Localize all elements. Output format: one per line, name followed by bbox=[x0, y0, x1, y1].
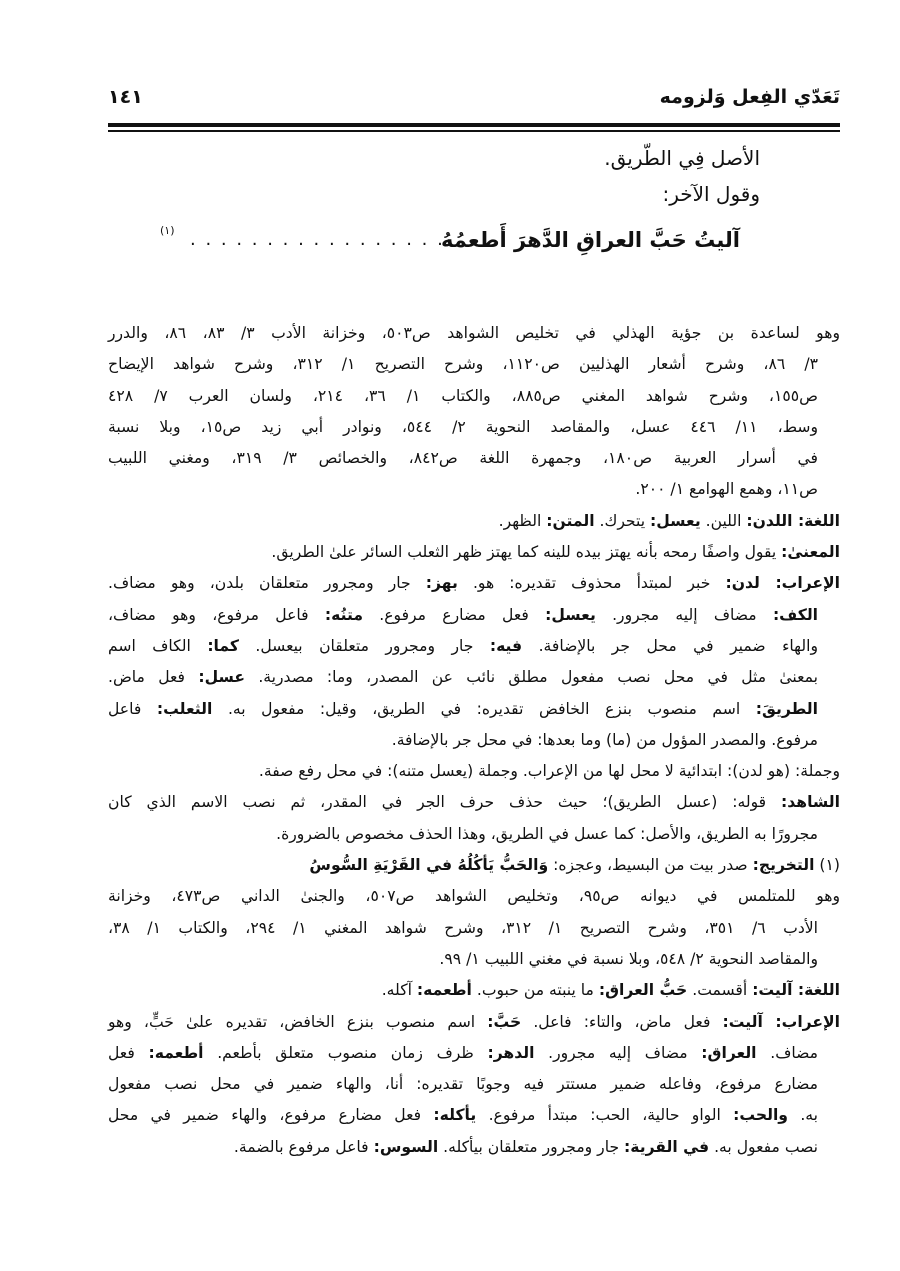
footnote-line bbox=[108, 412, 818, 443]
text-segment: فاعل bbox=[108, 699, 157, 718]
text-segment: آكله. bbox=[381, 981, 417, 1000]
text-segment: نصب مفعول به. bbox=[709, 1137, 818, 1156]
bold-term: الكف: bbox=[772, 605, 819, 624]
header-rule-thick bbox=[108, 123, 840, 127]
bold-term: يعسل: bbox=[545, 605, 596, 624]
footnote-paragraph bbox=[108, 787, 840, 850]
bold-term: عسل: bbox=[198, 668, 246, 687]
text-segment: وجملة: (هو لدن): ابتدائية لا محل لها من الإعراب. وجملة (يعسل متنه): في محل رفع صفة. bbox=[258, 762, 840, 781]
bold-term: العراق: bbox=[701, 1043, 757, 1062]
bold-term: الإعراب: لدن: bbox=[725, 574, 841, 593]
footnote-line bbox=[108, 318, 840, 349]
footnote-paragraph bbox=[108, 1007, 840, 1163]
footnote-line bbox=[108, 756, 840, 787]
text-segment: الأدب ٦/ ٣٥١، وشرح التصريح ١/ ٣١٢، وشرح شواهد المغني ١/ ٢٩٤، والكتاب ١/ ٣٨، bbox=[108, 918, 819, 937]
footnote-paragraph bbox=[108, 756, 840, 787]
footnote-line bbox=[108, 568, 840, 599]
text-segment: فعل مضارع مرفوع. bbox=[363, 605, 546, 624]
text-segment: مضاف إليه مجرور. bbox=[534, 1043, 702, 1062]
footnote-paragraph bbox=[108, 568, 840, 756]
bold-term: الثعلب: bbox=[156, 699, 213, 718]
bold-term: المتن: bbox=[546, 511, 595, 530]
text-segment: ص١٥٥، وشرح شواهد المغني ص٨٨٥، والكتاب ١/ ٣٦، ٢١٤، ولسان العرب ٧/ ٤٢٨ bbox=[108, 386, 818, 405]
footnote-line bbox=[108, 850, 840, 881]
footnote-line bbox=[108, 975, 840, 1006]
text-segment: فعل ماض، والتاء: فاعل. bbox=[521, 1012, 723, 1031]
footnote-line bbox=[108, 944, 818, 975]
footnote-line bbox=[108, 506, 840, 537]
footnote-line bbox=[108, 381, 818, 412]
text-segment: قوله: (عسل الطريق)؛ حيث حذف حرف الجر في المقدر، ثم نصب الاسم الذي كان bbox=[108, 793, 782, 812]
footnotes bbox=[108, 318, 840, 1163]
bold-term: متنُه: bbox=[324, 605, 363, 624]
bold-term: حَبُّ العراق: bbox=[598, 981, 688, 1000]
bold-term: والحب: bbox=[733, 1106, 789, 1125]
text-segment: (١) bbox=[814, 856, 840, 875]
text-segment: الظهر. bbox=[498, 511, 547, 530]
footnote-line bbox=[108, 881, 840, 912]
footnote-paragraph bbox=[108, 975, 840, 1006]
footnote-line bbox=[108, 1100, 818, 1131]
text-segment: اللين. bbox=[700, 511, 747, 530]
footnote-paragraph bbox=[108, 850, 840, 881]
bold-term: أطعمه: bbox=[416, 981, 472, 1000]
bold-term: حَبَّ: bbox=[487, 1012, 522, 1031]
bold-term: يعسل: bbox=[650, 511, 701, 530]
footnote-paragraph bbox=[108, 537, 840, 568]
footnote-line bbox=[108, 537, 840, 568]
footnote-line bbox=[108, 819, 818, 850]
bold-term: الشاهد: bbox=[781, 793, 840, 812]
footnote-line bbox=[108, 694, 818, 725]
footnote-line bbox=[108, 1007, 840, 1038]
poetry-verse bbox=[160, 222, 740, 258]
text-segment: اسم منصوب بنزع الخافض تقديره: في الطريق، وقيل: مفعول به. bbox=[212, 699, 756, 718]
text-segment: فعل مضارع مرفوع، والهاء ضمير في محل bbox=[108, 1106, 434, 1125]
text-segment: ص١١، وهمع الهوامع ١/ ٢٠٠. bbox=[635, 480, 818, 499]
text-segment: الواو حالية، الحب: مبتدأ مرفوع. bbox=[476, 1106, 734, 1125]
verse-hemistich: آليتُ حَبَّ العراقِ الدَّهرَ أَطعمُهُ bbox=[441, 228, 740, 252]
text-segment: به. bbox=[788, 1106, 818, 1125]
text-segment: مجرورًا به الطريق، والأصل: كما عسل في الطريق، وهذا الحذف مخصوص بالضرورة. bbox=[276, 824, 818, 843]
page-number: ١٤١ bbox=[108, 86, 143, 108]
text-segment: مضاف. bbox=[756, 1043, 818, 1062]
bold-term: وَالحَبُّ يَأكُلُهُ في القَرْيَةِ السُّوسُ bbox=[309, 856, 549, 875]
bold-term: التخريج: bbox=[752, 856, 815, 875]
footnote-line bbox=[108, 1038, 818, 1069]
footnote-line bbox=[108, 913, 818, 944]
text-segment: ٣/ ٨٦، وشرح أشعار الهذليين ص١١٢٠، وشرح التصريح ١/ ٣١٢، وشرح شواهد الإيضاح bbox=[108, 355, 818, 374]
bold-term: اللغة: آليت: bbox=[752, 981, 840, 1000]
text-segment: وسط، ١١/ ٤٤٦ عسل، والمقاصد النحوية ٢/ ٥٤٤، ونوادر أبي زيد ص١٥، وبلا نسبة bbox=[108, 417, 819, 436]
text-segment: بمعنىٰ مثل في محل نصب مفعول مطلق نائب عن المصدر، وما: مصدرية. bbox=[245, 668, 819, 687]
footnote-line bbox=[108, 787, 840, 818]
text-segment: صدر بيت من البسيط، وعجزه: bbox=[548, 856, 753, 875]
text-line: الأصل فِي الطّريق. bbox=[604, 146, 760, 170]
bold-term: الدهر: bbox=[487, 1043, 535, 1062]
footnote-line bbox=[108, 474, 818, 505]
bold-term: كما: bbox=[207, 636, 239, 655]
header-rule-thin bbox=[108, 130, 840, 132]
text-segment: والمقاصد النحوية ٢/ ٥٤٨، وبلا نسبة في مغني اللبيب ١/ ٩٩. bbox=[439, 949, 818, 968]
footnote-line bbox=[108, 725, 818, 756]
text-segment: مضاف إليه مجرور. bbox=[595, 605, 773, 624]
text-segment: أقسمت. bbox=[687, 981, 753, 1000]
footnote-line bbox=[108, 349, 818, 380]
text-segment: جار ومجرور متعلقان بيأكله. bbox=[438, 1137, 625, 1156]
footnote-paragraph bbox=[108, 881, 840, 975]
text-segment: مضارع مرفوع، وفاعله ضمير مستتر فيه وجوبًا تقديره: أنا، والهاء ضمير في محل نصب مفعول bbox=[108, 1075, 818, 1094]
text-segment: ظرف زمان منصوب متعلق بأطعم. bbox=[203, 1043, 488, 1062]
bold-term: يأكله: bbox=[433, 1106, 477, 1125]
text-segment: جار ومجرور متعلقان بلدن، وهو مضاف. bbox=[108, 574, 426, 593]
text-segment: ما ينبته من حبوب. bbox=[471, 981, 599, 1000]
footnote-line bbox=[108, 1132, 818, 1163]
bold-term: السوس: bbox=[373, 1137, 439, 1156]
footnote-line bbox=[108, 662, 818, 693]
footnote-paragraph bbox=[108, 318, 840, 506]
text-line: وقول الآخر: bbox=[662, 182, 760, 206]
text-segment: يتحرك. bbox=[594, 511, 650, 530]
text-segment: فعل ماض. bbox=[108, 668, 199, 687]
bold-term: في القرية: bbox=[624, 1137, 710, 1156]
main-text bbox=[604, 140, 760, 212]
text-segment: فعل bbox=[108, 1043, 149, 1062]
text-segment: اسم منصوب بنزع الخافض، تقديره علىٰ حَبٍّ، وهو bbox=[108, 1012, 488, 1031]
footnote-reference: (١) bbox=[160, 224, 175, 237]
footnote-line bbox=[108, 600, 818, 631]
text-segment: فاعل مرفوع بالضمة. bbox=[233, 1137, 374, 1156]
footnote-line bbox=[108, 631, 818, 662]
text-segment: وهو للمتلمس في ديوانه ص٩٥، وتخليص الشواهد ص٥٠٧، والجنىٰ الداني ص٤٧٣، وخزانة bbox=[108, 887, 841, 906]
text-segment: يقول واصفًا رمحه بأنه يهتز بيده للينه كما يهتز ظهر الثعلب السائر علىٰ الطريق. bbox=[271, 543, 782, 562]
bold-term: اللغة: اللدن: bbox=[746, 511, 840, 530]
text-segment: في أسرار العربية ص١٨٠، وجمهرة اللغة ص٨٤٢، والخصائص ٣/ ٣١٩، ومغني اللبيب bbox=[108, 449, 818, 468]
bold-term: بهز: bbox=[425, 574, 458, 593]
text-segment: خبر لمبتدأ محذوف تقديره: هو. bbox=[457, 574, 726, 593]
footnote-paragraph bbox=[108, 506, 840, 537]
bold-term: المعنىٰ: bbox=[781, 543, 840, 562]
bold-term: فيه: bbox=[489, 636, 523, 655]
bold-term: أطعمه: bbox=[148, 1043, 204, 1062]
verse-ellipsis: . . . . . . . . . . . . . . . . . bbox=[190, 229, 445, 250]
text-segment: مرفوع. والمصدر المؤول من (ما) وما بعدها: في محل جر بالإضافة. bbox=[391, 730, 818, 749]
chapter-title: تَعَدّي الفِعل وَلزومه bbox=[659, 86, 840, 108]
text-segment: فاعل مرفوع، وهو مضاف، bbox=[108, 605, 325, 624]
text-segment: الكاف اسم bbox=[108, 636, 208, 655]
bold-term: الإعراب: آليت: bbox=[722, 1012, 840, 1031]
bold-term: الطريقَ: bbox=[755, 699, 818, 718]
running-header bbox=[108, 86, 840, 116]
footnote-line bbox=[108, 443, 818, 474]
text-segment: جار ومجرور متعلقان بيعسل. bbox=[238, 636, 490, 655]
text-segment: وهو لساعدة بن جؤية الهذلي في تخليص الشواهد ص٥٠٣، وخزانة الأدب ٣/ ٨٣، ٨٦، والدرر bbox=[108, 324, 840, 342]
footnote-line bbox=[108, 1069, 818, 1100]
text-segment: والهاء ضمير في محل جر بالإضافة. bbox=[522, 636, 818, 655]
